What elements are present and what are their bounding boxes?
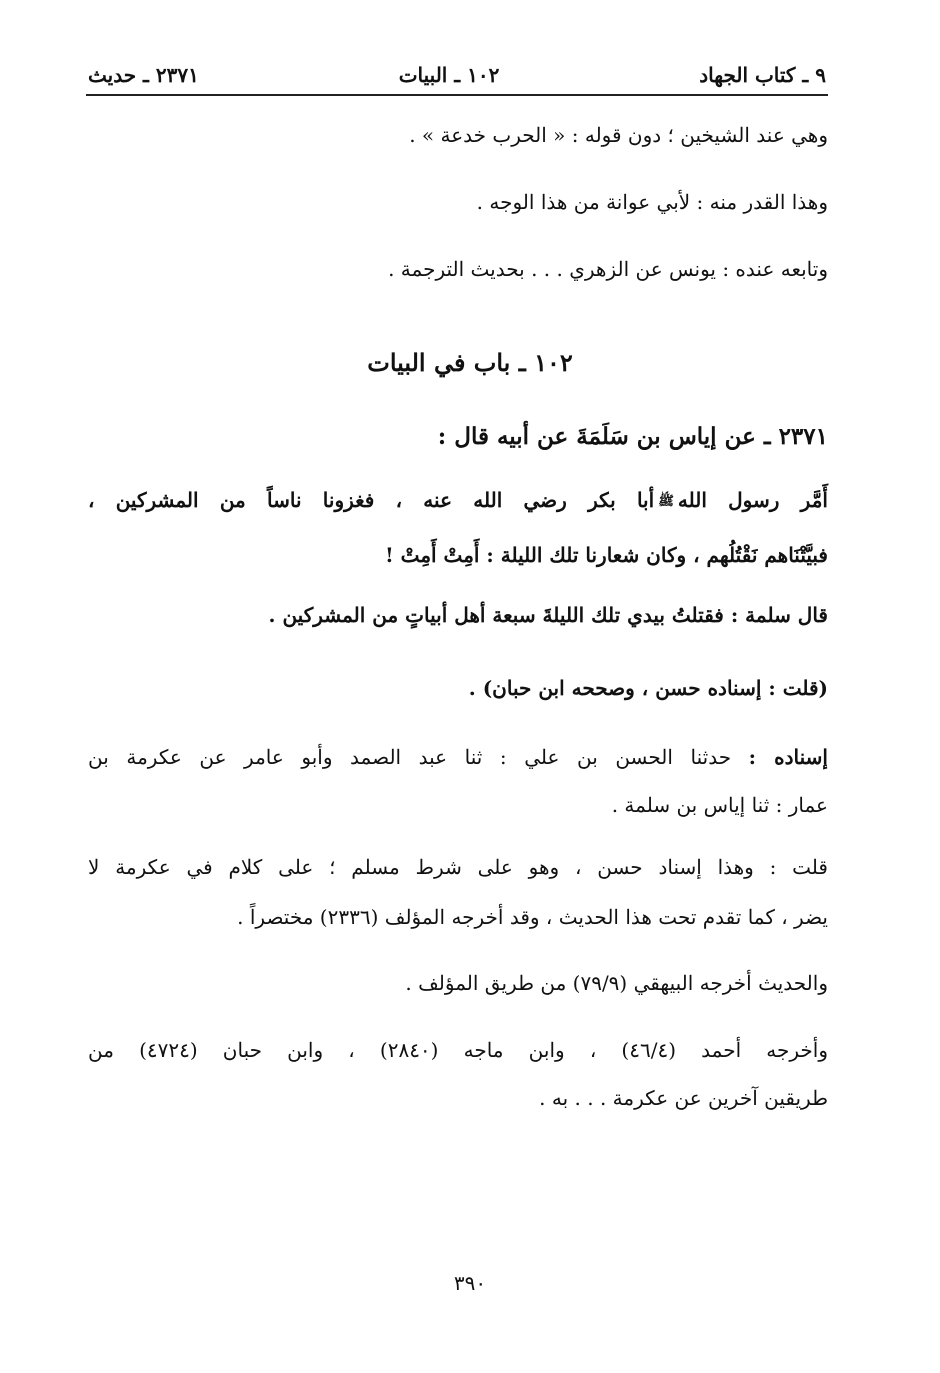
- intro-line-1: وهي عند الشيخين ؛ دون قوله : « الحرب خدعة » .: [409, 123, 828, 147]
- header-book-title: ٩ ـ كتاب الجهاد: [699, 63, 826, 87]
- hadith-text-line-1-part-a: أَمَّر رسول الله: [677, 488, 828, 512]
- page-number: ٣٩٠: [453, 1271, 487, 1295]
- hadith-text-line-2: فبيَّتْنَاهم نَقْتُلُهم ، وكان شعارنا تلك الليلة : أَمِتْ أَمِتْ !: [384, 543, 828, 567]
- others-line-1: وأخرجه أحمد (٤٦/٤) ، وابن ماجه (٢٨٤٠) ، وابن حبان (٤٧٢٤) من: [88, 1038, 828, 1062]
- hadith-ruling: (قلت : إسناده حسن ، وصححه ابن حبان) .: [468, 676, 828, 700]
- comment-line-1: قلت : وهذا إسناد حسن ، وهو على شرط مسلم ؛ على كلام في عكرمة لا: [88, 855, 828, 879]
- header-chapter: ١٠٢ ـ البيات: [398, 63, 500, 87]
- isnad-text: حدثنا الحسن بن علي : ثنا عبد الصمد وأبو عامر عن عكرمة بن: [88, 745, 732, 769]
- chapter-title: ١٠٢ ـ باب في البيات: [367, 348, 573, 377]
- header-hadith-number: ٢٣٧١ ـ حديث: [88, 63, 199, 87]
- intro-line-2: وهذا القدر منه : لأبي عوانة من هذا الوجه .: [476, 190, 828, 214]
- hadith-text-line-3: قال سلمة : فقتلتُ بيدي تلك الليلةَ سبعة أهل أبياتٍ من المشركين .: [268, 603, 828, 627]
- comment-line-2: يضر ، كما تقدم تحت هذا الحديث ، وقد أخرجه المؤلف (٢٣٣٦) مختصراً .: [237, 905, 828, 929]
- running-header: [88, 58, 826, 92]
- salla-symbol: ﷺ: [658, 493, 674, 509]
- hadith-text-line-1-part-b: أبا بكر رضي الله عنه ، فغزونا ناساً من المشركين ،: [88, 488, 655, 512]
- isnad-line-1: [88, 742, 828, 772]
- isnad-line-2: عمار : ثنا إياس بن سلمة .: [611, 793, 828, 817]
- isnad-label: إسناده :: [748, 745, 828, 769]
- header-divider: [86, 94, 828, 96]
- others-line-2: طريقين آخرين عن عكرمة . . . به .: [539, 1086, 828, 1110]
- intro-line-3: وتابعه عنده : يونس عن الزهري . . . بحديث الترجمة .: [388, 257, 828, 281]
- bayhaqi-line: والحديث أخرجه البيهقي (٧٩/٩) من طريق المؤلف .: [405, 971, 828, 995]
- hadith-text-line-1: [88, 485, 828, 517]
- hadith-heading: ٢٣٧١ ـ عن إياس بن سَلَمَةَ عن أبيه قال :: [437, 423, 828, 450]
